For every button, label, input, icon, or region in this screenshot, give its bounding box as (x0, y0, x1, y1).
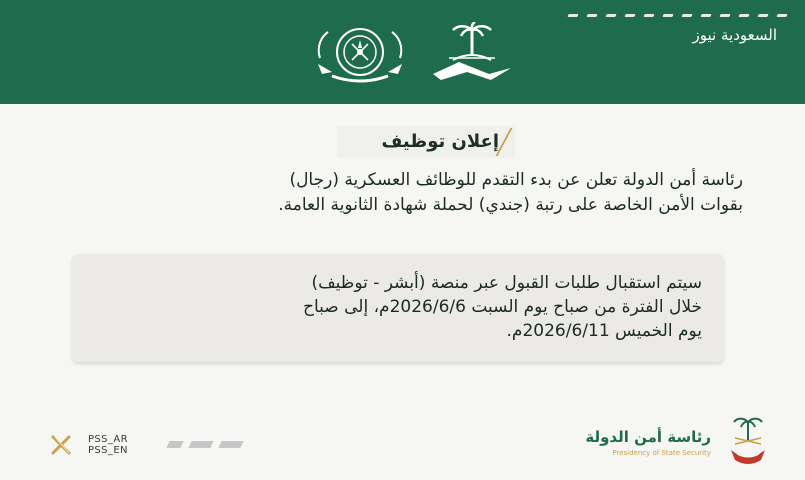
application-period-card (72, 254, 724, 362)
footer-brand (585, 416, 777, 468)
saudi-palm-swords-emblem-icon (429, 22, 515, 86)
header-dash-decoration (568, 14, 787, 17)
presidency-emblem-icon (719, 416, 777, 468)
intro-line-2: بقوات الأمن الخاصة على رتبة (جندي) لحملة شهادة الثانوية العامة. (278, 195, 743, 215)
state-security-forces-emblem-icon (314, 24, 406, 86)
announcement-header (0, 126, 805, 158)
footer-dash-decoration (168, 441, 242, 448)
x-logo-icon[interactable] (50, 434, 72, 456)
handle-en[interactable]: PSS_EN (88, 445, 128, 456)
watermark-text: السعودية نيوز (692, 26, 777, 44)
header-band (0, 0, 805, 104)
announcement-title: إعلان توظيف (337, 126, 515, 158)
brand-name-en: Presidency of State Security (612, 448, 711, 457)
brand-name-ar: رئاسة أمن الدولة (585, 427, 711, 446)
social-handles (50, 434, 128, 456)
intro-line-1: رئاسة أمن الدولة تعلن عن بدء التقدم للوظائف العسكرية (رجال) (289, 170, 743, 190)
info-line-3: يوم الخميس 2026/6/11م. (506, 321, 702, 341)
info-line-2: خلال الفترة من صباح يوم السبت 2026/6/6م، إلى صباح (302, 297, 702, 317)
handle-ar[interactable]: PSS_AR (88, 434, 128, 445)
info-line-1: سيتم استقبال طلبات القبول عبر منصة (أبشر - توظيف) (311, 273, 702, 293)
announcement-intro (53, 168, 743, 218)
application-period-text (90, 271, 702, 343)
